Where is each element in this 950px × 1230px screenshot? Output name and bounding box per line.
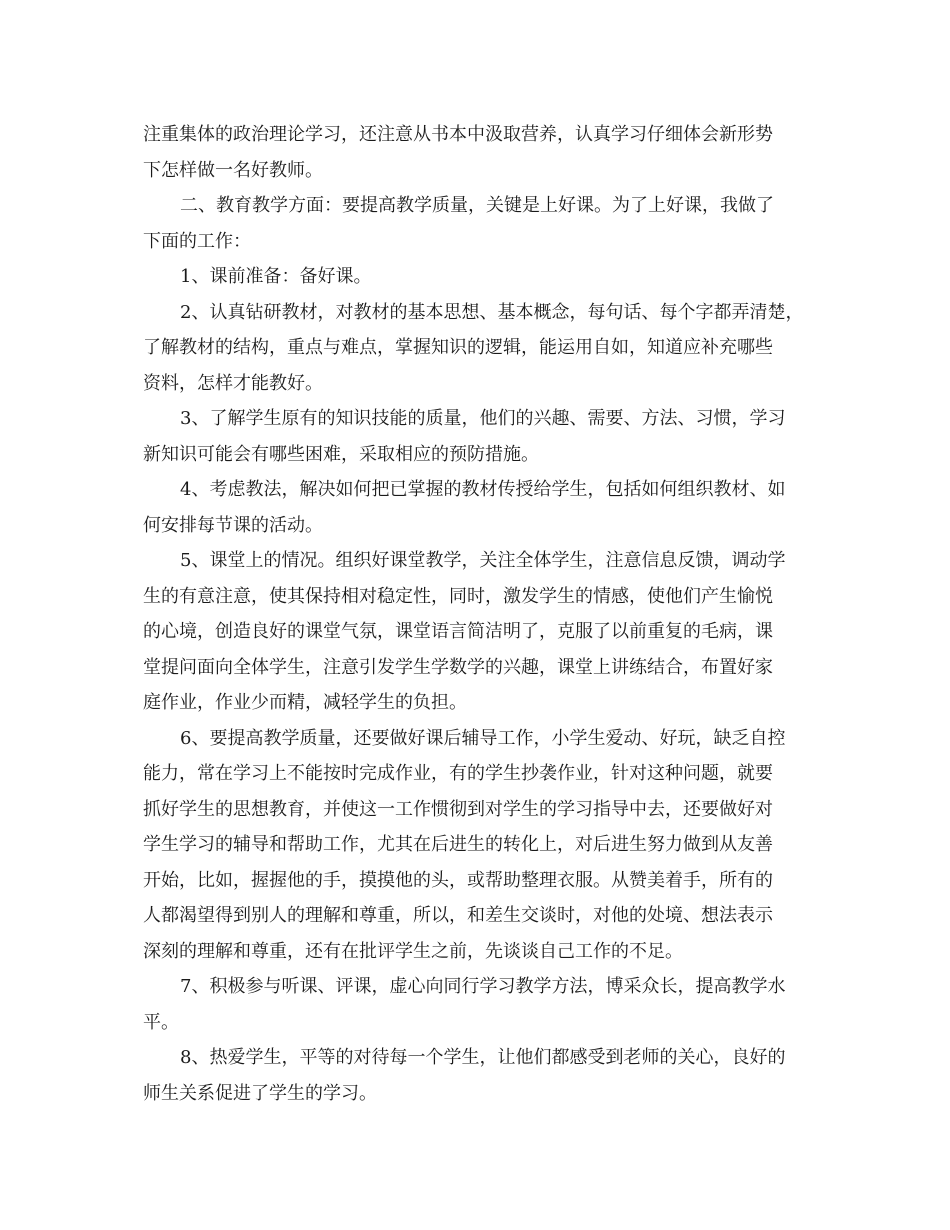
text-line: 新知识可能会有哪些困难，采取相应的预防措施。 — [143, 443, 539, 465]
text-line: 1、课前准备：备好课。 — [180, 266, 372, 287]
text-line: 庭作业，作业少而精，减轻学生的负担。 — [143, 692, 467, 713]
text-line: 能力，常在学习上不能按时完成作业，有的学生抄袭作业，针对这种问题，就要 — [143, 763, 773, 784]
text-line: 平。 — [143, 1011, 179, 1033]
text-line: 的心境，创造良好的课堂气氛，课堂语言简洁明了，克服了以前重复的毛病，课 — [143, 621, 773, 642]
text-line: 堂提问面向全体学生，注意引发学生学数学的兴趣，课堂上讲练结合，布置好家 — [143, 656, 773, 678]
text-line: 何安排每节课的活动。 — [143, 514, 323, 536]
text-line: 2、认真钻研教材，对教材的基本思想、基本概念，每句话、每个字都弄清楚， — [180, 301, 804, 323]
text-line: 深刻的理解和尊重，还有在批评学生之前，先谈谈自己工作的不足。 — [143, 940, 683, 962]
text-line: 生的有意注意，使其保持相对稳定性，同时，激发学生的情感，使他们产生愉悦 — [143, 585, 773, 607]
text-line: 6、要提高教学质量，还要做好课后辅导工作，小学生爱动、好玩，缺乏自控 — [180, 727, 786, 749]
text-line: 开始，比如，握握他的手，摸摸他的头，或帮助整理衣服。从赞美着手，所有的 — [143, 869, 773, 891]
text-line: 抓好学生的思想教育，并使这一工作惯彻到对学生的学习指导中去，还要做好对 — [143, 798, 773, 820]
text-line: 人都渴望得到别人的理解和尊重，所以，和差生交谈时，对他的处境、想法表示 — [143, 905, 773, 926]
text-line: 7、积极参与听课、评课，虚心向同行学习教学方法，博采众长，提高教学水 — [180, 976, 786, 997]
text-line: 学生学习的辅导和帮助工作，尤其在后进生的转化上，对后进生努力做到从友善 — [143, 834, 773, 855]
text-line: 二、教育教学方面：要提高教学质量，关键是上好课。为了上好课，我做了 — [180, 195, 774, 216]
text-line: 4、考虑教法，解决如何把已掌握的教材传授给学生，包括如何组织教材、如 — [180, 479, 786, 500]
text-line: 下怎样做一名好教师。 — [143, 159, 323, 181]
text-line: 了解教材的结构，重点与难点，掌握知识的逻辑，能运用自如，知道应补充哪些 — [143, 337, 773, 358]
text-line: 8、热爱学生，平等的对待每一个学生，让他们都感受到老师的关心，良好的 — [180, 1047, 786, 1068]
text-line: 注重集体的政治理论学习，还注意从书本中汲取营养，认真学习仔细体会新形势 — [143, 124, 773, 145]
text-line: 师生关系促进了学生的学习。 — [143, 1082, 377, 1104]
text-line: 资料，怎样才能教好。 — [143, 372, 323, 394]
text-line: 下面的工作： — [143, 230, 251, 252]
text-line: 5、课堂上的情况。组织好课堂教学，关注全体学生，注意信息反馈，调动学 — [180, 550, 786, 571]
text-line: 3、了解学生原有的知识技能的质量，他们的兴趣、需要、方法、习惯，学习 — [180, 408, 786, 429]
document-body — [143, 117, 811, 1111]
